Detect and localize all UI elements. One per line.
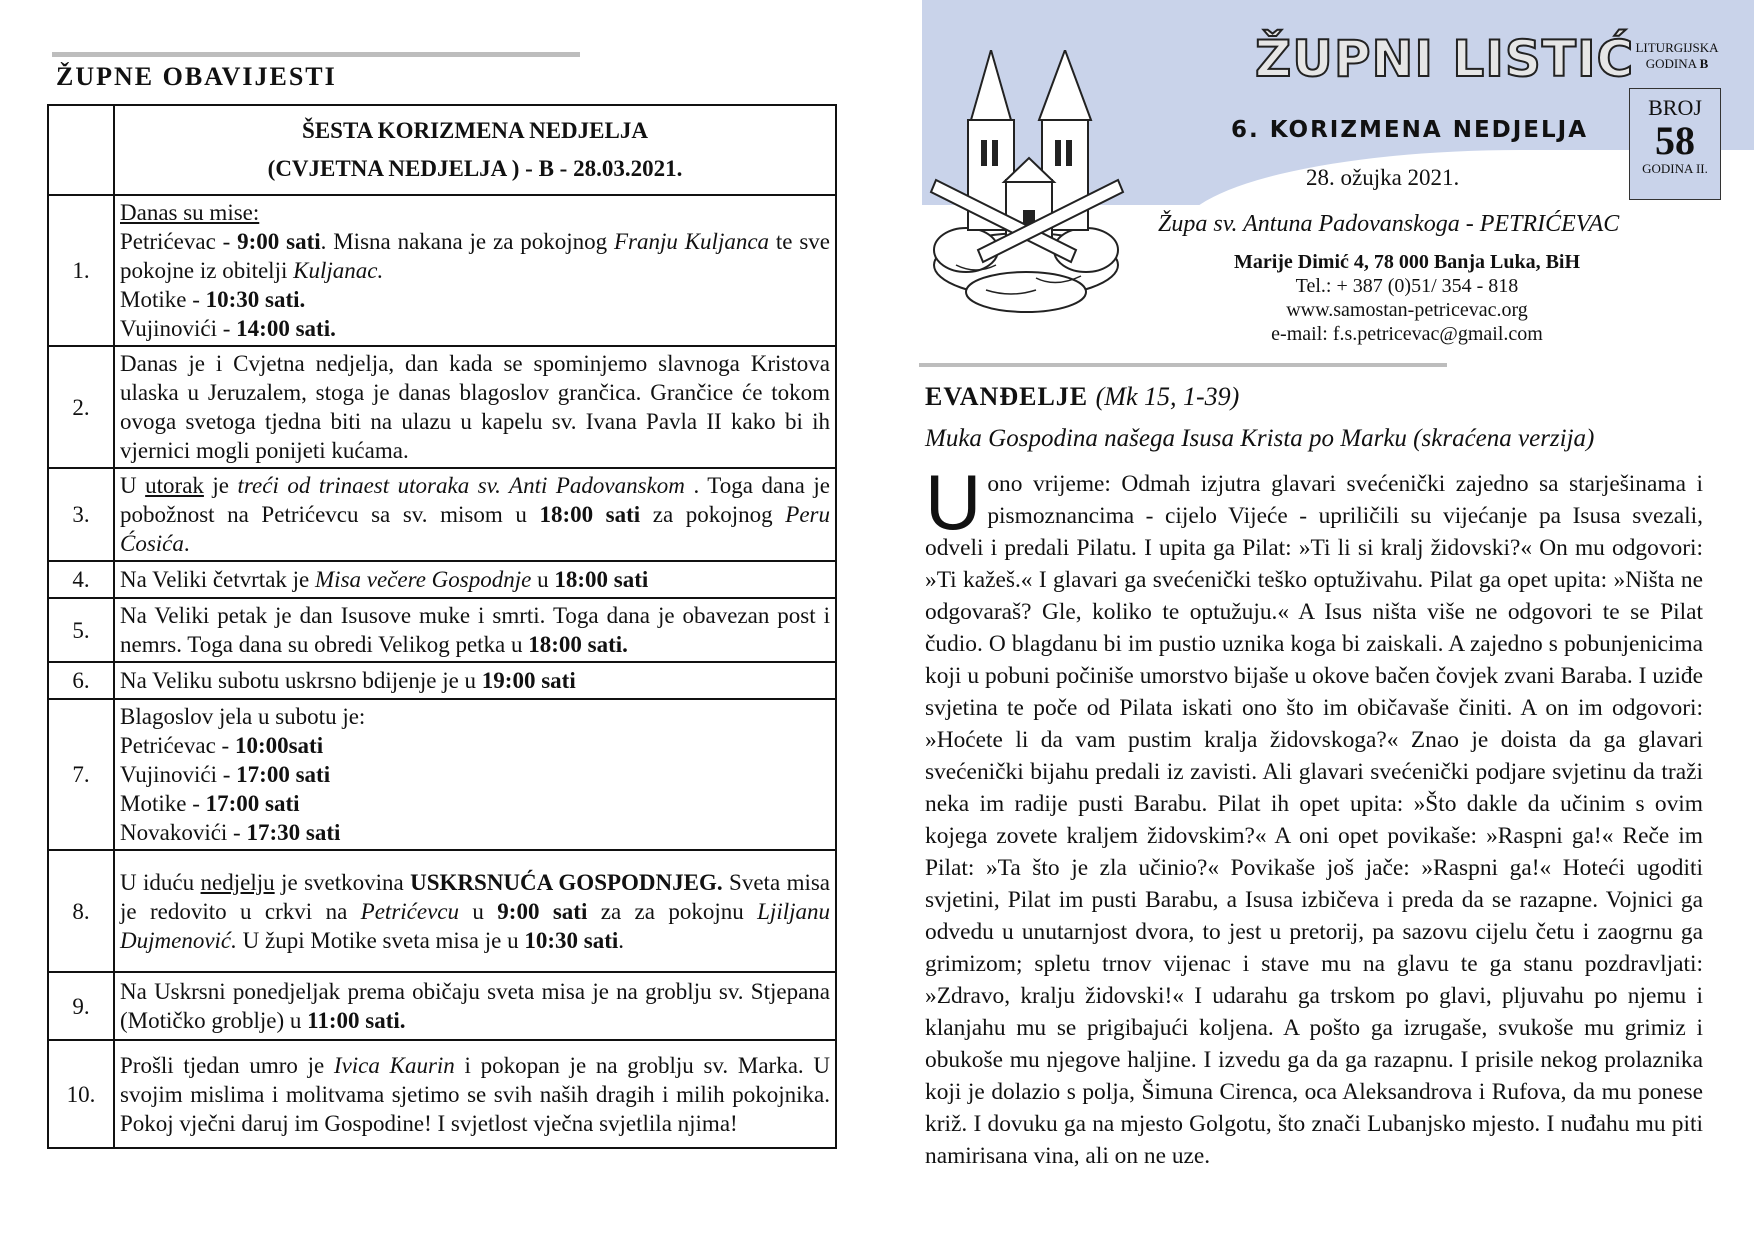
text-run: u	[459, 898, 498, 924]
text-run: Franju Kuljanca	[613, 229, 770, 254]
row-text	[114, 850, 836, 972]
table-row	[48, 468, 836, 561]
row-line	[120, 818, 830, 847]
text-run: Petrićevac -	[120, 733, 235, 758]
table-row	[48, 195, 836, 346]
text-run: utorak	[145, 473, 204, 498]
row-line	[120, 1051, 830, 1138]
issue-year: GODINA II.	[1642, 161, 1708, 176]
table-row	[48, 699, 836, 850]
row-line	[120, 565, 830, 594]
text-run: Petrićevac -	[120, 229, 238, 254]
row-number: 4.	[48, 561, 114, 598]
row-text	[114, 662, 836, 699]
table-row	[48, 1040, 836, 1148]
gospel-body: ono vrijeme: Odmah izjutra glavari svećenički zajedno sa starješinama i pismoznancima - cijelo Vijeće - upriličili su vijećanje pa Isusa svezali, odveli i predali Pilatu. I upita ga Pilat: »Ti li si kralj židovski?« On mu odgovori: »Ti kažeš.« I glavari ga svećenički teško optuživahu. Pilat ga opet upita: »Ništa ne odgovaraš? Gle, koliko te optužuju.« A Isus ništa više ne odgovori te se Pilat čudio. O blagdanu bi im pustio uznika koga bi zaiskali. A zajedno s pobunjenicima koji u pobuni počiniše umorstvo bijaše u okove bačen čovjek zvani Baraba. I uziđe svjetina te poče od Pilata iskati ono što im običavaše činiti. A on im odgovori: »Hoćete li da vam pustim kralja židovskoga?« Znao je doista da ga glavari svećenički bijahu predali iz zavisti. Ali glavari svećenički podjare svjetinu da traži neka im radije pusti Barabu. Pilat ih opet upita: »Što dakle da učinim s ovim kojega zovete kraljem židovskim?« A oni opet povikaše: »Raspni ga!« Reče im Pilat: »Ta što je zla učinio?« Povikaše još jače: »Raspni ga!« Hoteći ugoditi svjetini, Pilat im pusti Barabu, a Isusa izbičeva i preda da se razapne. Vojnici ga odvedu u unutarnjost dvora, to jest u pretorij, pa sazovu cijelu četu i zaogrnu ga grimizom; spletu trnov vijenac i stave mu na glavu te ga stanu pozdravljati: »Zdravo, kralju židovski!« I udarahu ga trskom po glavi, pljuvahu po njemu i klanjahu mu se prigibajući koljena. A pošto ga izrugaše, svukoše mu grimiz i obukoše mu njegove haljine. I izvedu ga da ga razapnu. I prisile nekog prolaznika koji je dolazio s polja, Šimuna Cirenca, oca Aleksandrova i Rufova, da mu ponese križ. I dovuku ga na mjesto Golgotu, što znači Lubanjsko mjesto. I nuđahu mu piti namirisana vina, ali on ne uze.	[925, 471, 1703, 1169]
gospel-text	[925, 458, 1703, 1172]
row-line	[120, 789, 830, 818]
row-line	[120, 198, 830, 227]
text-run: .	[183, 531, 190, 556]
text-run: Motike -	[120, 791, 206, 816]
row-line	[120, 868, 830, 955]
header-line-2: (CVJETNA NEDJELJA ) - B - 28.03.2021.	[267, 156, 683, 181]
liturgical-year-line2	[1622, 56, 1732, 72]
liturgical-year-letter: B	[1699, 56, 1709, 71]
liturgical-year	[1622, 40, 1732, 72]
text-run: .	[618, 927, 625, 953]
text-run: Na Veliki petak je dan Isusove muke i smrti. Toga dana je obavezan post i nemrs. Toga dana su obredi Velikog petka u	[120, 603, 830, 657]
table-row	[48, 972, 836, 1040]
row-line	[120, 285, 830, 314]
row-line	[120, 977, 830, 1035]
text-run: 9:00 sati	[497, 898, 588, 924]
text-run: je svetkovina	[274, 869, 411, 895]
text-run: U župi Motike sveta misa je u	[236, 927, 525, 953]
text-run: 18:00 sati	[554, 567, 649, 592]
text-run: 9:00 sati	[237, 229, 321, 254]
gospel-subtitle: Muka Gospodina našega Isusa Krista po Marku (skraćena verzija)	[925, 425, 1595, 452]
row-number: 3.	[48, 468, 114, 561]
row-number: 2.	[48, 346, 114, 468]
row-line	[120, 601, 830, 659]
row-line	[120, 227, 830, 285]
text-run: Novakovići -	[120, 820, 247, 845]
row-number: 9.	[48, 972, 114, 1040]
text-run: 17:30 sati	[246, 820, 341, 845]
row-text	[114, 598, 836, 662]
bulletin-title: ŽUPNI LISTIĆ	[1255, 30, 1635, 88]
row-text	[114, 972, 836, 1040]
text-run: Blagoslov jela u subotu je:	[120, 704, 366, 729]
text-run: 14:00 sati.	[236, 316, 336, 341]
row-number: 1.	[48, 195, 114, 346]
row-line	[120, 349, 830, 465]
email-link[interactable]: e-mail: f.s.petricevac@gmail.com	[1271, 323, 1543, 345]
row-text	[114, 195, 836, 346]
text-run: 10:30 sati.	[205, 287, 306, 312]
text-run: u	[531, 567, 555, 592]
table-row	[48, 850, 836, 972]
row-line	[120, 760, 830, 789]
liturgical-year-line1: LITURGIJSKA	[1635, 40, 1719, 55]
table-row	[48, 561, 836, 598]
row-line	[120, 314, 830, 343]
text-run: za pokojnog	[640, 502, 786, 527]
table-row	[48, 662, 836, 699]
gospel-reference: (Mk 15, 1-39)	[1095, 382, 1240, 411]
row-text	[114, 699, 836, 850]
text-run: Misa večere Gospodnje	[315, 567, 532, 592]
text-run: Ivica Kaurin	[333, 1052, 455, 1078]
row-number: 8.	[48, 850, 114, 972]
church-logo-icon	[926, 50, 1128, 320]
text-run: 17:00 sati	[205, 791, 300, 816]
text-run: Petrićevcu	[360, 898, 459, 924]
text-run: 10:30 sati	[524, 927, 619, 953]
row-number: 10.	[48, 1040, 114, 1148]
text-run: Motike -	[120, 287, 206, 312]
text-run: 17:00 sati	[236, 762, 331, 787]
gospel-rule	[919, 363, 1447, 367]
row-line	[120, 702, 830, 731]
text-run: Prošli tjedan umro je	[120, 1052, 334, 1078]
text-run: 18:00 sati.	[528, 632, 628, 657]
text-run: 19:00 sati	[481, 668, 576, 693]
text-run: nedjelju	[200, 869, 275, 895]
text-run: Danas su mise:	[120, 200, 260, 225]
text-run: U	[120, 473, 146, 498]
row-text	[114, 346, 836, 468]
row-number: 5.	[48, 598, 114, 662]
row-number: 6.	[48, 662, 114, 699]
sunday-name: 6. KORIZMENA NEDJELJA	[1231, 117, 1589, 143]
table-header-row	[48, 105, 836, 195]
gospel-dropcap: U	[925, 458, 982, 546]
text-run: Vujinovići -	[120, 316, 237, 341]
text-run: i pokopan je na groblju sv. Marka. U svojim mislima i molitvama sjetimo se svih naših dragih i milih pokojnika. Pokoj vječni daruj im Gospodine! I svjetlost vječna svjetlila njima!	[120, 1052, 830, 1136]
phone: Tel.: + 387 (0)51/ 354 - 818	[1295, 275, 1519, 297]
gospel-heading	[925, 382, 1239, 412]
row-line	[120, 666, 830, 695]
row-line	[120, 731, 830, 760]
gospel-heading-text: EVANĐELJE	[925, 382, 1089, 411]
text-run: Peru Ćosića	[120, 502, 830, 556]
text-run: za za pokojnu	[587, 898, 758, 924]
row-text	[114, 561, 836, 598]
text-run: Na Veliku subotu uskrsno bdijenje je u	[120, 668, 482, 693]
issue-label: BROJ	[1648, 95, 1702, 120]
text-run: U iduću	[120, 869, 201, 895]
address: Marije Dimić 4, 78 000 Banja Luka, BiH	[1233, 251, 1581, 273]
text-run: je	[203, 473, 238, 498]
liturgical-year-label: GODINA	[1645, 56, 1700, 71]
left-header-rule	[52, 52, 580, 57]
text-run: Vujinovići -	[120, 762, 237, 787]
announcements-title: ŽUPNE OBAVIJESTI	[56, 62, 337, 91]
website-link[interactable]: www.samostan-petricevac.org	[1286, 299, 1528, 321]
text-run: Danas je i Cvjetna nedjelja, dan kada se spominjemo slavnoga Kristova ulaska u Jeruzalem, stoga je danas blagoslov grančica. Grančice će tokom ovoga svetoga tjedna biti na ulazu u kapelu sv. Ivana Pavla II kako bi ih vjernici mogli ponijeti kućama.	[120, 351, 830, 463]
text-run: Sveta misa je redovito u crkvi na	[120, 869, 831, 924]
row-number: 7.	[48, 699, 114, 850]
text-run: treći od trinaest utoraka sv. Anti Padovanskom	[237, 473, 685, 498]
header-empty-cell	[48, 105, 114, 195]
row-line	[120, 471, 830, 558]
issue-date: 28. ožujka 2021.	[1306, 165, 1460, 190]
row-text	[114, 468, 836, 561]
issue-number: 58	[1655, 118, 1695, 163]
parish-name: Župa sv. Antuna Padovanskoga - PETRIĆEVAC	[1158, 211, 1620, 237]
text-run: te sve pokojne iz obitelji	[120, 229, 830, 283]
contact-block	[1186, 250, 1628, 346]
text-run: 10:00sati	[234, 733, 324, 758]
text-run: Ljiljanu Dujmenović.	[120, 898, 830, 953]
issue-box	[1629, 88, 1721, 200]
header-title-cell	[114, 105, 836, 195]
text-run: 11:00 sati.	[307, 1008, 406, 1033]
header-line-1: ŠESTA KORIZMENA NEDJELJA	[302, 118, 648, 143]
text-run: Kuljanac.	[293, 258, 384, 283]
text-run: 18:00 sati	[539, 502, 641, 527]
table-row	[48, 598, 836, 662]
text-run: USKRSNUĆA GOSPODNJEG.	[410, 869, 723, 895]
text-run: Na Uskrsni ponedjeljak prema običaju sveta misa je na groblju sv. Stjepana (Motičko groblje) u	[120, 979, 830, 1033]
text-run: . Toga dana je pobožnost na Petrićevcu sa sv. misom u	[120, 473, 830, 527]
table-row	[48, 346, 836, 468]
text-run: Na Veliki četvrtak je	[120, 567, 316, 592]
announcements-table	[47, 104, 837, 1149]
row-text	[114, 1040, 836, 1148]
text-run: . Misna nakana je za pokojnog	[320, 229, 614, 254]
